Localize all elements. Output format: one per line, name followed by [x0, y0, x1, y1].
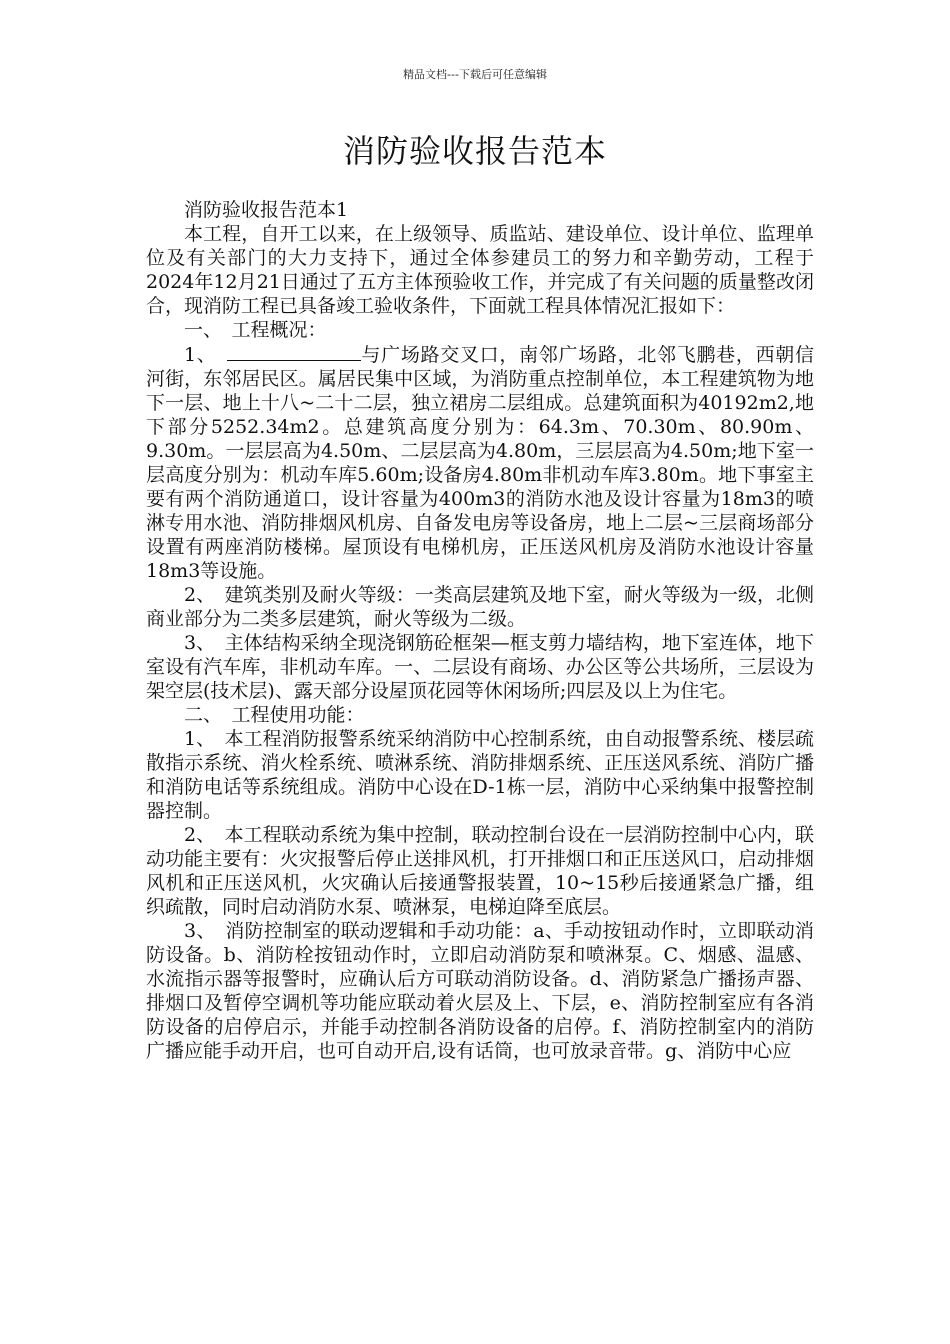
section-heading-overview: 一、 工程概况： — [184, 319, 327, 341]
paragraph-subtitle: 消防验收报告范本1 — [184, 199, 349, 221]
paragraph-overview-1 — [146, 342, 814, 583]
paragraph-intro: 本工程，自开工以来，在上级领导、质监站、建设单位、设计单位、监理单位及有关部门的大力支持下，通过全体参建员工的努力和辛勤劳动，工程于2024年12月21日通过了五方主体预验收工作，并完成了有关问题的质量整改闭合，现消防工程已具备竣工验收条件，下面就工程具体情况汇报如下： — [146, 223, 814, 317]
document-body — [146, 198, 814, 1063]
paragraph-function-3: 3、 消防控制室的联动逻辑和手动功能：a、手动按钮动作时，立即联动消防设备。b、消防栓按钮动作时，立即启动消防泵和喷淋泵。C、烟感、温感、水流指示器等报警时，应确认后方可联动消防设备。d、消防紧急广播扬声器、排烟口及暂停空调机等功能应联动着火层及上、下层，e、消防控制室应有各消防设备的启停启示，并能手动控制各消防设备的启停。f、消防控制室内的消防广播应能手动开启，也可自动开启,设有话筒，也可放录音带。g、消防中心应 — [146, 920, 814, 1062]
paragraph-function-1: 1、 本工程消防报警系统采纳消防中心控制系统，由自动报警系统、楼层疏散指示系统、消火栓系统、喷淋系统、消防排烟系统、正压送风系统、消防广播和消防电话等系统组成。消防中心设在D-1栋一层，消防中心采纳集中报警控制器控制。 — [146, 728, 814, 822]
item-number: 1、 — [184, 344, 227, 366]
overview-1-text: 与广场路交叉口，南邻广场路，北邻飞鹏巷，西朝信河街，东邻居民区。属居民集中区域，为消防重点控制单位，本工程建筑物为地下一层、地上十八~二十二层，独立裙房二层组成。总建筑面积为40192m2,地下部分5252.34m2。总建筑高度分别为：64.3m、70.30m、80.90m、9.30m。一层层高为4.50m、二层层高为4.80m，三层层高为4.50m;地下室一层高度分别为：机动车库5.60m;设备房4.80m非机动车库3.80m。地下事室主要有两个消防通道口，设计容量为400m3的消防水池及设计容量为18m3的喷淋专用水池、消防排烟风机房、自备发电房等设备房，地上二层~三层商场部分设置有两座消防楼梯。屋顶设有电梯机房，正压送风机房及消防水池设计容量18m3等设施。 — [146, 344, 814, 582]
section-heading-functions: 二、 工程使用功能： — [184, 704, 365, 726]
paragraph-overview-2: 2、 建筑类别及耐火等级：一类高层建筑及地下室，耐火等级为一级，北侧商业部分为二类多层建筑，耐火等级为二级。 — [146, 584, 814, 630]
paragraph-overview-3: 3、 主体结构采纳全现浇钢筋砼框架—框支剪力墙结构，地下室连体，地下室设有汽车库，非机动车库。一、二层设有商场、办公区等公共场所，三层设为架空层(技术层)、露天部分设屋顶花园等休闲场所;四层及以上为住宅。 — [146, 632, 814, 702]
document-title: 消防验收报告范本 — [342, 132, 607, 170]
blank-underline — [227, 342, 361, 361]
paragraph-function-2: 2、 本工程联动系统为集中控制，联动控制台设在一层消防控制中心内，联动功能主要有：火灾报警后停止送排风机，打开排烟口和正压送风口，启动排烟风机和正压送风机，火灾确认后接通警报装置，10~15秒后接通紧急广播，组织疏散，同时启动消防水泵、喷淋泵，电梯迫降至底层。 — [146, 824, 814, 918]
page-header: 精品文档---下载后可任意编辑 — [403, 68, 547, 81]
